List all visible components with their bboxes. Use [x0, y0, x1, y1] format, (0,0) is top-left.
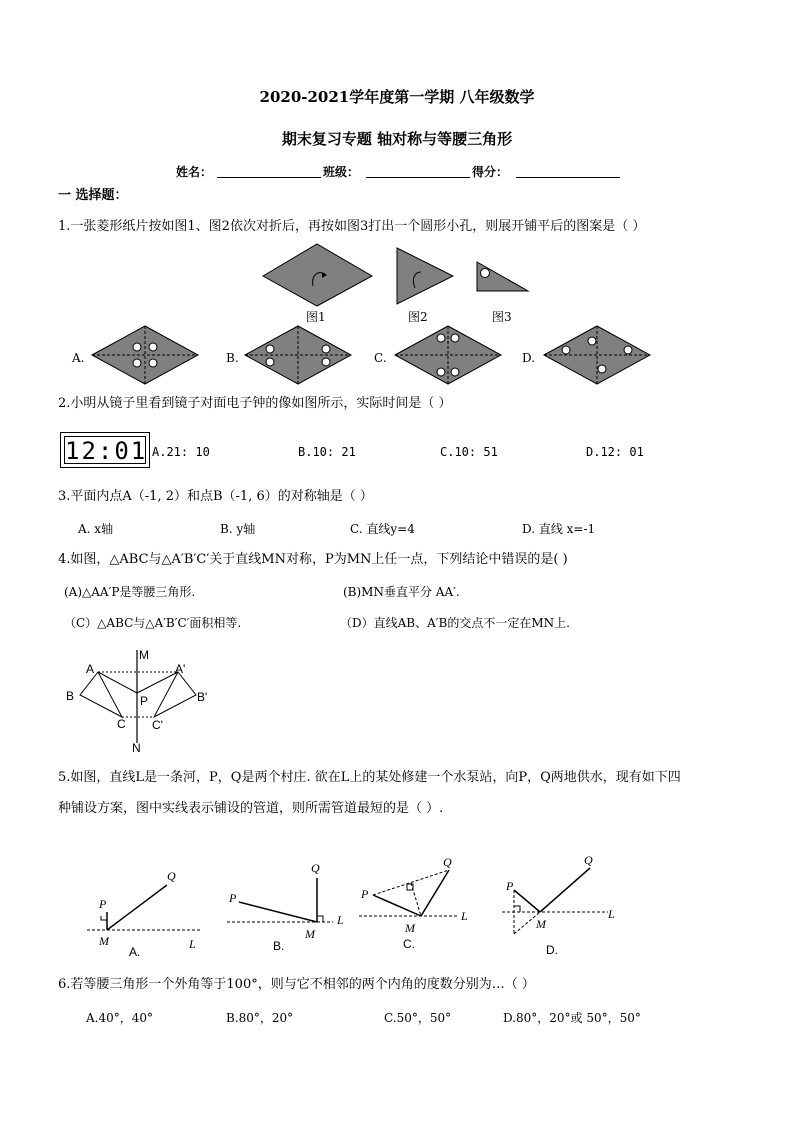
q3-option-c[interactable]: C. 直线y=4 [350, 522, 415, 536]
q4-option-b[interactable]: (B)MN垂直平分 AA′. [343, 585, 460, 599]
q6-option-d[interactable]: D.80°，20°或 50°，50° [503, 1011, 641, 1025]
q4-option-d[interactable]: （D）直线AB、A′B的交点不一定在MN上. [340, 616, 570, 630]
triangle-fig2 [397, 248, 453, 304]
q5-option-c-figure [357, 850, 487, 960]
name-label: 姓名： [176, 165, 213, 179]
label-a-prime: A' [175, 662, 186, 676]
label-q: Q [311, 861, 320, 875]
class-field[interactable] [366, 177, 470, 178]
label-a: A [86, 662, 95, 676]
rhombus-fig1 [263, 244, 372, 306]
question-5-line2: 种铺设方案，图中实线表示铺设的管道，则所需管道最短的是（ ）. [58, 801, 444, 816]
label-l: L [608, 907, 615, 921]
label-n: N [132, 741, 141, 755]
label-c: C [117, 717, 126, 731]
q5-option-d-figure [500, 850, 630, 960]
q1-option-a-figure [90, 324, 200, 386]
label-m: M [99, 934, 109, 948]
label-p: P [99, 897, 107, 911]
label-l: L [461, 909, 468, 923]
label-m: M [536, 917, 546, 931]
q6-option-c[interactable]: C.50°，50° [384, 1011, 452, 1025]
score-field[interactable] [516, 177, 620, 178]
clock-display: 12:01 [65, 437, 148, 465]
question-5-line1: 5.如图，直线L是一条河，P，Q是两个村庄. 欲在L上的某处修建一个水泵站，向P，Q两地供水，现有如下四 [58, 770, 681, 785]
q5-option-b-figure [225, 850, 355, 960]
question-1: 1.一张菱形纸片按如图1、图2依次对折后，再按如图3打出一个圆形小孔，则展开铺平后的图案是（ ） [58, 219, 646, 234]
class-label: 班级： [323, 165, 360, 179]
label-q: Q [584, 853, 593, 867]
label-m: M [305, 927, 315, 941]
question-6: 6.若等腰三角形一个外角等于100°，则与它不相邻的两个内角的度数分别为…（ ） [58, 977, 535, 992]
label-c-prime: C' [152, 718, 163, 732]
mirror-clock [60, 432, 150, 468]
q1-option-c[interactable]: C. [374, 351, 387, 365]
question-4: 4.如图，△ABC与△A′B′C′关于直线MN对称，P为MN上任一点，下列结论中错误的是( ) [58, 552, 568, 567]
q2-option-a[interactable]: A.21: 10 [152, 445, 210, 459]
label-q: Q [443, 855, 452, 869]
hole-circle [481, 269, 490, 278]
q1-option-d-figure [542, 324, 652, 386]
q5-option-a[interactable]: A. [129, 945, 141, 959]
q2-option-c[interactable]: C.10: 51 [440, 445, 498, 459]
q5-option-c[interactable]: C. [403, 937, 415, 951]
label-l: L [337, 913, 344, 927]
q1-option-b[interactable]: B. [226, 351, 239, 365]
q6-option-a[interactable]: A.40°，40° [86, 1011, 154, 1025]
question-3: 3.平面内点A（-1, 2）和点B（-1, 6）的对称轴是（ ） [58, 489, 373, 504]
q3-option-a[interactable]: A. x轴 [78, 522, 114, 536]
q4-option-c[interactable]: （C）△ABC与△A′B′C′面积相等. [64, 616, 242, 630]
fig2-label: 图2 [408, 310, 428, 324]
label-m: M [139, 648, 149, 662]
q2-option-d[interactable]: D.12: 01 [586, 445, 644, 459]
q1-option-c-figure [393, 324, 503, 386]
q5-option-b[interactable]: B. [273, 939, 285, 953]
q4-symmetry-figure [60, 645, 230, 755]
score-label: 得分： [472, 165, 509, 179]
q3-option-b[interactable]: B. y轴 [220, 522, 256, 536]
page-subtitle: 期末复习专题 轴对称与等腰三角形 [281, 130, 513, 148]
section-heading: 一 选择题： [58, 188, 128, 203]
q6-option-b[interactable]: B.80°，20° [226, 1011, 294, 1025]
label-p: P [229, 891, 237, 905]
q1-option-b-figure [243, 324, 353, 386]
q2-option-b[interactable]: B.10: 21 [298, 445, 356, 459]
label-p: P [140, 694, 149, 708]
q4-option-a[interactable]: (A)△AA′P是等腰三角形. [64, 585, 196, 599]
label-p: P [361, 887, 369, 901]
fig1-label: 图1 [306, 310, 326, 324]
label-m: M [405, 921, 415, 935]
label-b: B [66, 689, 75, 703]
fig3-label: 图3 [492, 310, 512, 324]
name-field[interactable] [217, 177, 321, 178]
q5-option-d[interactable]: D. [546, 943, 558, 957]
label-l: L [189, 937, 196, 951]
label-q: Q [167, 869, 176, 883]
q1-option-a[interactable]: A. [72, 351, 85, 365]
q1-option-d[interactable]: D. [522, 351, 536, 365]
label-b-prime: B' [197, 690, 208, 704]
q5-option-a-figure [85, 850, 215, 960]
question-2: 2.小明从镜子里看到镜子对面电子钟的像如图所示，实际时间是（ ） [58, 396, 452, 411]
q3-option-d[interactable]: D. 直线 x=-1 [522, 522, 596, 536]
page-title: 2020-2021学年度第一学期 八年级数学 [259, 88, 535, 106]
label-p: P [506, 879, 514, 893]
